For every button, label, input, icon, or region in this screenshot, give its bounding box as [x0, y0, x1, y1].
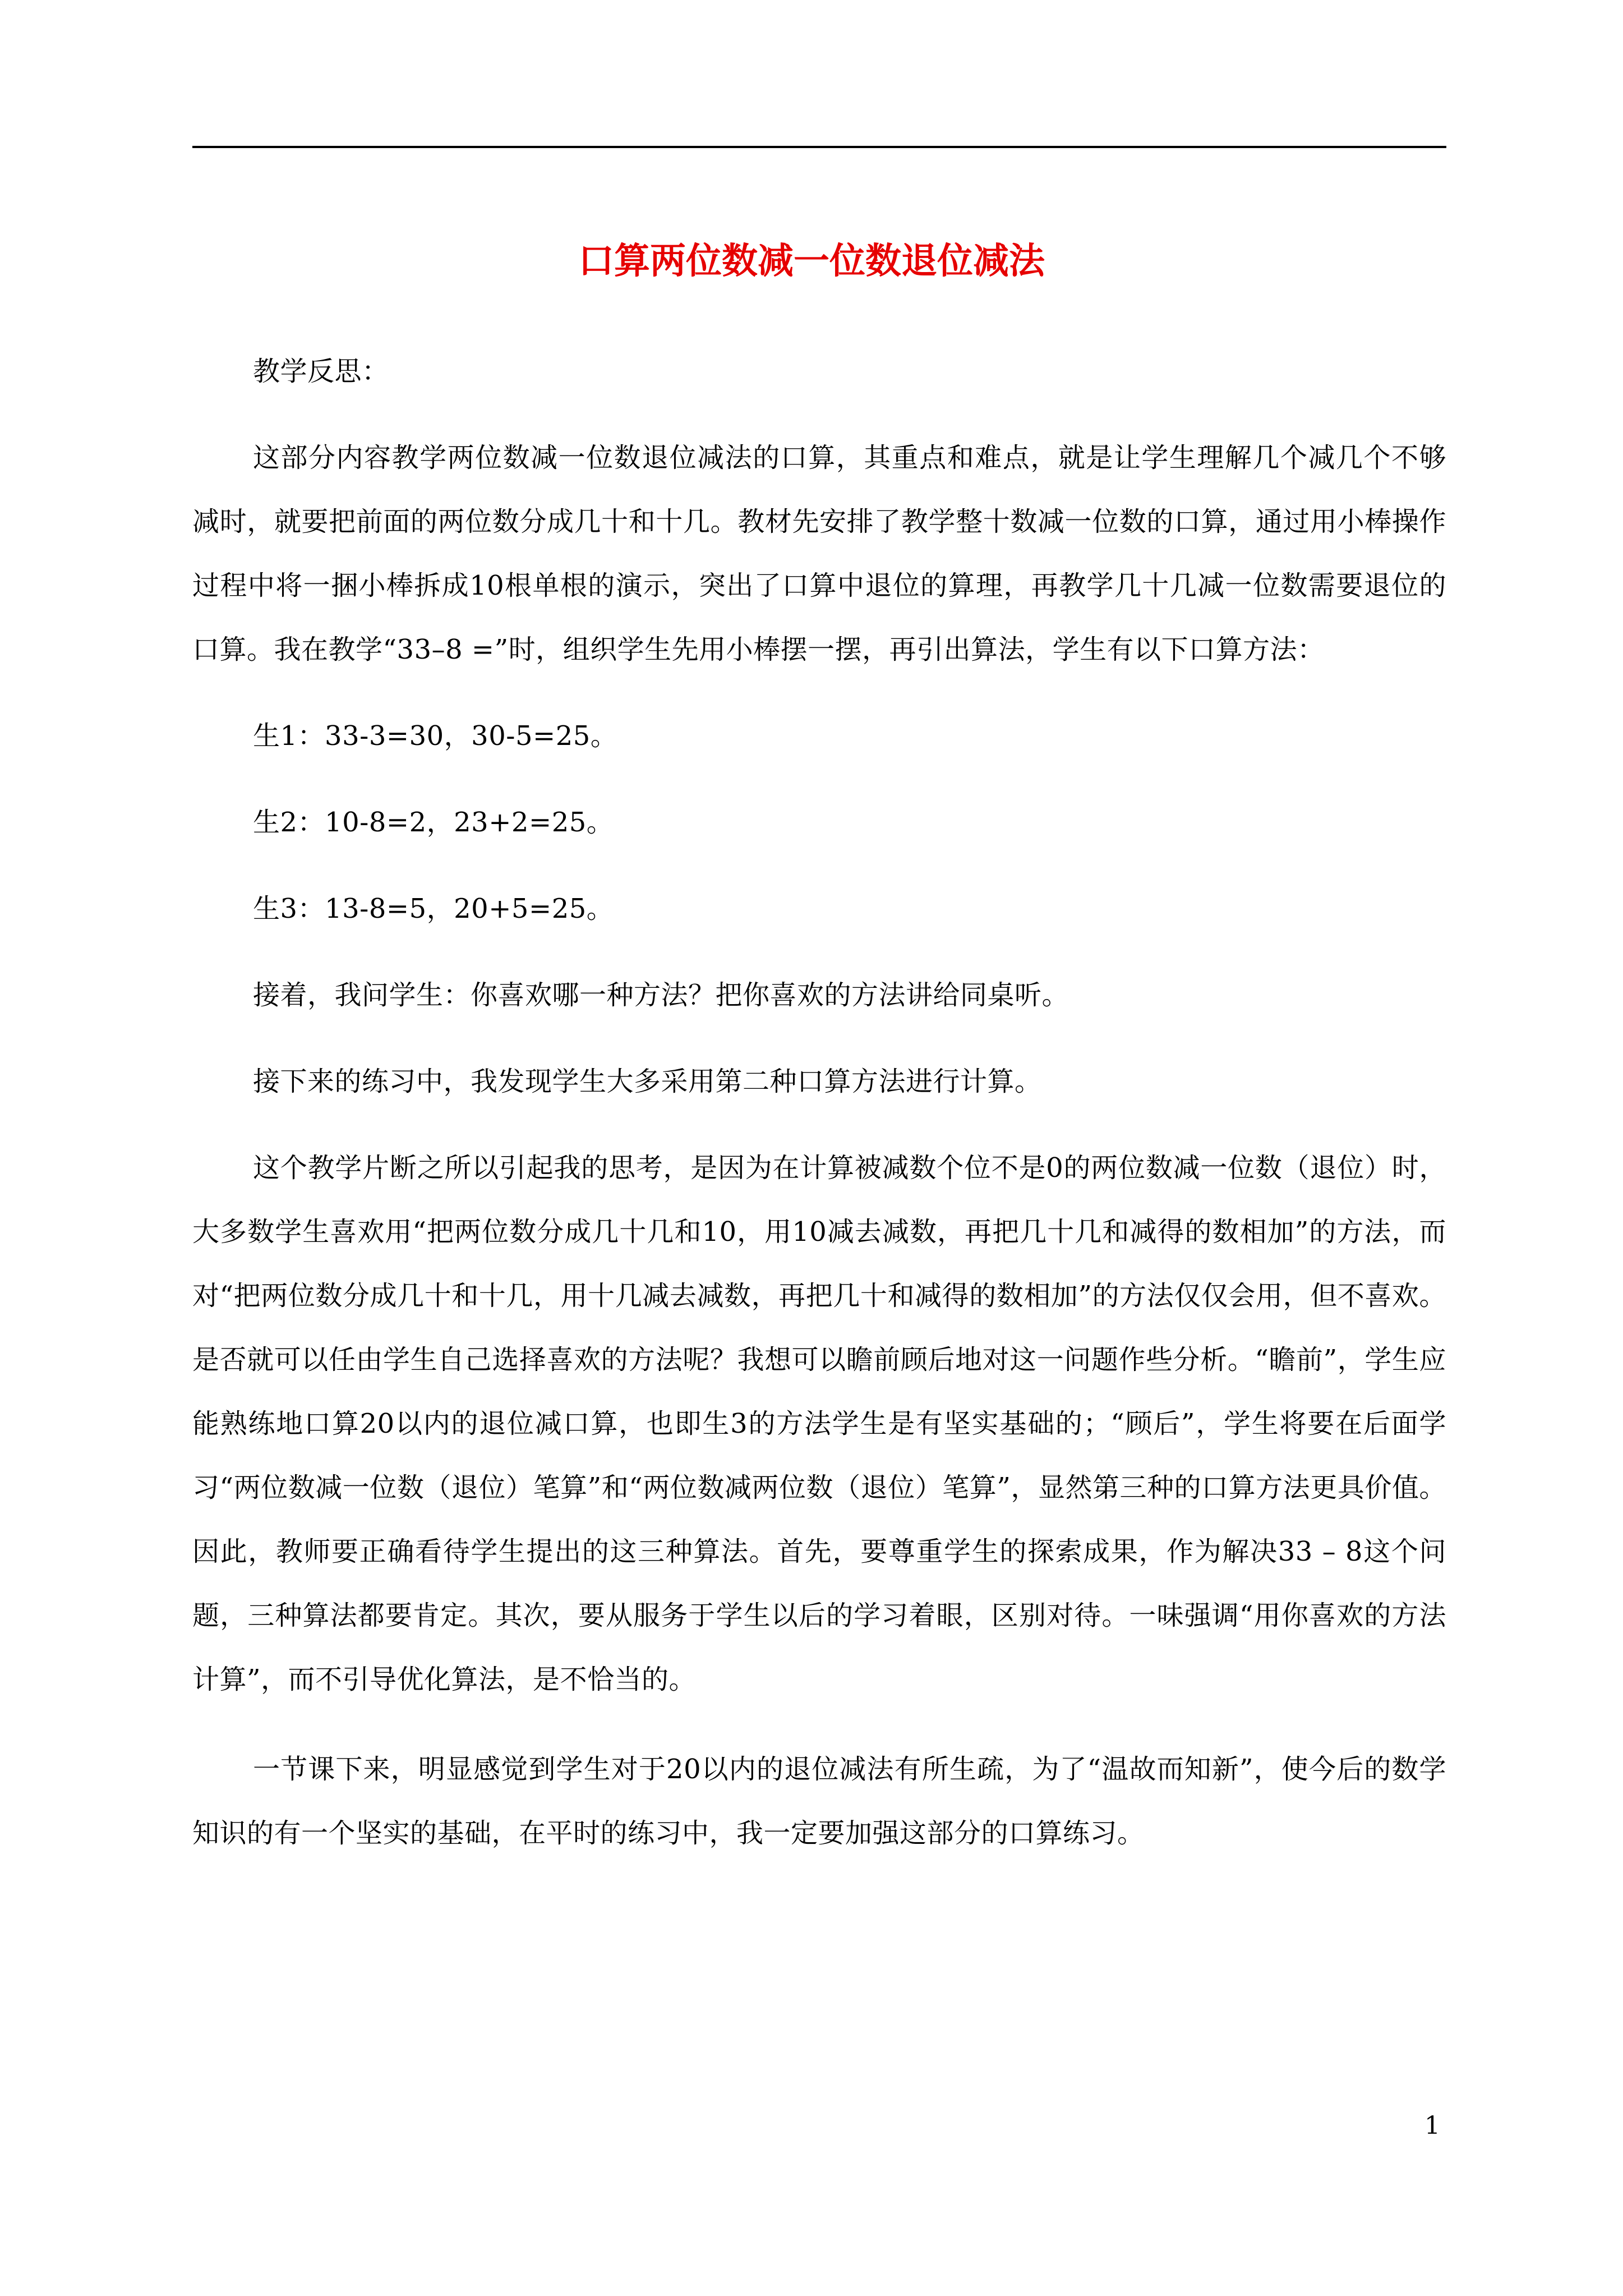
page-number: 1: [1424, 2111, 1440, 2140]
document-body: [192, 339, 1446, 1865]
header-rule: [192, 146, 1446, 148]
section-label: 教学反思：: [253, 356, 389, 387]
document-title: 口算两位数减一位数退位减法: [578, 240, 1045, 282]
paragraph-student-1: 生1：33-3=30，30-5=25。: [253, 720, 618, 752]
paragraph-reflection: 这个教学片断之所以引起我的思考，是因为在计算被减数个位不是0的两位数减一位数（退位）时，大多数学生喜欢用“把两位数分成几十几和10，用10减去减数，再把几十几和减得的数相加”的方法，而对“把两位数分成几十和十几，用十几减去减数，再把几十和减得的数相加”的方法仅仅会用，但不喜欢。是否就可以任由学生自己选择喜欢的方法呢？我想可以瞻前顾后地对这一问题作些分析。“瞻前”，学生应能熟练地口算20以内的退位减口算，也即生3的方法学生是有坚实基础的；“顾后”，学生将要在后面学习“两位数减一位数（退位）笔算”和“两位数减两位数（退位）笔算”，显然第三种的口算方法更具价值。因此，教师要正确看待学生提出的这三种算法。首先，要尊重学生的探索成果，作为解决33 – 8这个问题，三种算法都要肯定。其次，要从服务于学生以后的学习着眼，区别对待。一味强调“用你喜欢的方法计算”，而不引导优化算法，是不恰当的。: [192, 1152, 1446, 1695]
paragraph-student-2: 生2：10-8=2，23+2=25。: [253, 807, 614, 838]
paragraph-question: 接着，我问学生：你喜欢哪一种方法？把你喜欢的方法讲给同桌听。: [253, 979, 1069, 1011]
paragraph-practice: 接下来的练习中，我发现学生大多采用第二种口算方法进行计算。: [253, 1066, 1042, 1097]
paragraph-conclusion: 一节课下来，明显感觉到学生对于20以内的退位减法有所生疏，为了“温故而知新”，使今后的数学知识的有一个坚实的基础，在平时的练习中，我一定要加强这部分的口算练习。: [192, 1754, 1446, 1849]
paragraph-student-3: 生3：13-8=5，20+5=25。: [253, 893, 614, 924]
paragraph-intro: 这部分内容教学两位数减一位数退位减法的口算，其重点和难点，就是让学生理解几个减几个不够减时，就要把前面的两位数分成几十和十几。教材先安排了教学整十数减一位数的口算，通过用小棒操作过程中将一捆小棒拆成10根单根的演示，突出了口算中退位的算理，再教学几十几减一位数需要退位的口算。我在教学“33–8 =”时，组织学生先用小棒摆一摆，再引出算法，学生有以下口算方法：: [192, 442, 1446, 665]
